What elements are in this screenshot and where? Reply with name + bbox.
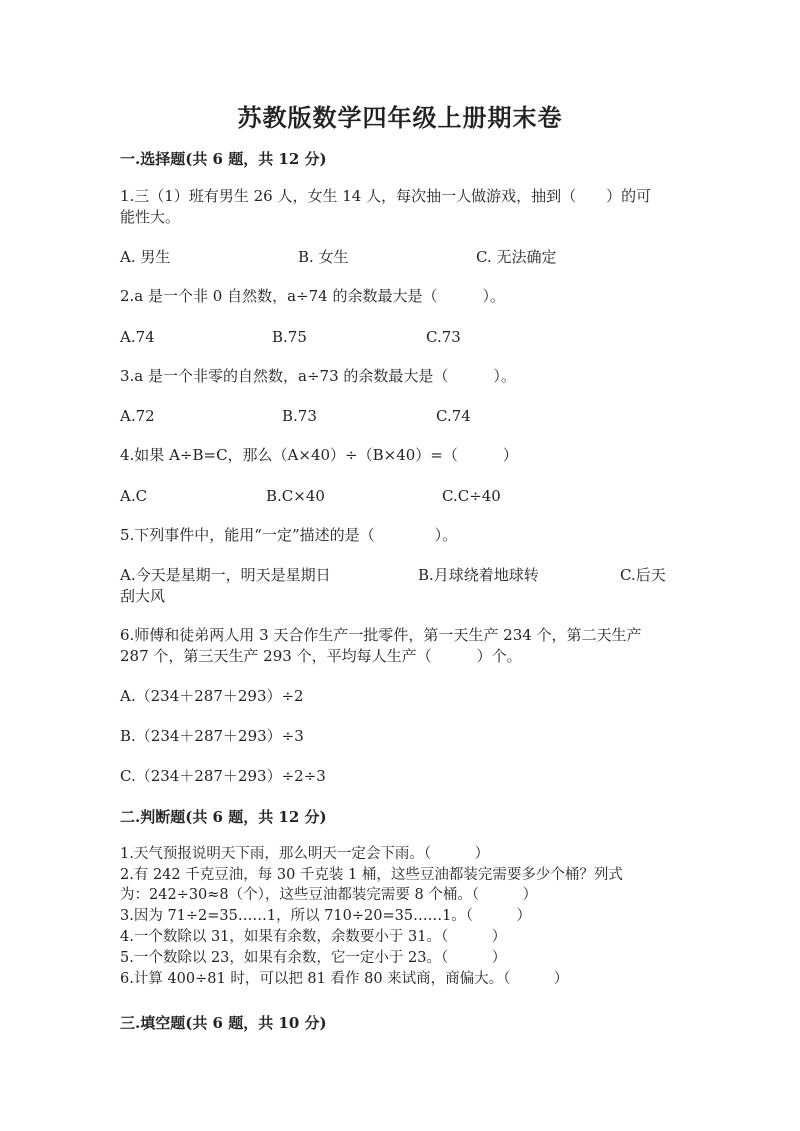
judgment-item: 4.一个数除以 31，如果有余数，余数要小于 31。（ ）: [120, 929, 507, 945]
option-c: C.74: [436, 407, 471, 425]
question-2: [120, 286, 680, 307]
question-text: 6.师傅和徒弟两人用 3 天合作生产一批零件，第一天生产 234 个，第二天生产: [120, 626, 642, 644]
judgment-item: 1.天气预报说明天下雨，那么明天一定会下雨。（ ）: [120, 846, 490, 862]
question-5: [120, 525, 680, 546]
option-b: B.月球绕着地球转: [418, 566, 539, 584]
option-c: C.后天: [620, 566, 666, 584]
judgment-item: 6.计算 400÷81 时，可以把 81 看作 80 来试商，商偏大。（ ）: [120, 971, 569, 987]
option-b: B.75: [272, 328, 307, 346]
question-text: 能性大。: [120, 208, 181, 226]
judgment-item: 2.有 242 千克豆油，每 30 千克装 1 桶，这些豆油都装完需要多少个桶？列式: [120, 867, 623, 883]
question-5-options: [120, 565, 680, 586]
question-3: [120, 366, 680, 387]
section-heading-choice: 一.选择题(共 6 题，共 12 分): [120, 150, 327, 168]
question-6: [120, 625, 680, 667]
option-c: C.（234＋287＋293）÷2÷3: [120, 767, 326, 785]
question-text: 287 个，第三天生产 293 个，平均每人生产（ ）个。: [120, 647, 522, 665]
question-2-options: [120, 327, 680, 348]
option-a: A.72: [120, 407, 155, 425]
page-title: 苏教版数学四年级上册期末卷: [237, 103, 563, 132]
judgment-item-continued: 为：242÷30≈8（个），这些豆油都装完需要 8 个桶。（ ）: [120, 887, 538, 903]
option-c: C.C÷40: [442, 487, 501, 505]
option-c: C. 无法确定: [476, 248, 557, 266]
option-b: B.C×40: [266, 487, 325, 505]
question-text: 5.下列事件中，能用“一定”描述的是（ ）。: [120, 526, 458, 544]
question-1-options: [120, 247, 680, 268]
option-a: A.C: [120, 487, 148, 505]
judgment-item: 5.一个数除以 23，如果有余数，它一定小于 23。（ ）: [120, 950, 507, 966]
option-a: A.74: [120, 328, 155, 346]
option-a: A.今天是星期一，明天是星期日: [120, 566, 331, 584]
judgment-item: 3.因为 71÷2=35……1，所以 710÷20=35……1。（ ）: [120, 908, 532, 924]
option-b: B.（234＋287＋293）÷3: [120, 727, 304, 745]
option-b: B. 女生: [298, 248, 349, 266]
question-text: 1.三（1）班有男生 26 人，女生 14 人，每次抽一人做游戏，抽到（ ）的可: [120, 187, 652, 205]
section-heading-judgment: 二.判断题(共 6 题，共 12 分): [120, 808, 327, 826]
section-heading-fill: 三.填空题(共 6 题，共 10 分): [120, 1014, 327, 1032]
option-a: A.（234＋287＋293）÷2: [120, 687, 304, 705]
question-4-options: [120, 486, 680, 507]
question-text: 2.a 是一个非 0 自然数，a÷74 的余数最大是（ ）。: [120, 287, 505, 305]
question-4: [120, 445, 680, 466]
question-3-options: [120, 406, 680, 427]
question-5-option-wrap: 刮大风: [120, 587, 166, 605]
question-text: 3.a 是一个非零的自然数，a÷73 的余数最大是（ ）。: [120, 367, 516, 385]
option-c: C.73: [426, 328, 461, 346]
question-text: 4.如果 A÷B=C，那么（A×40）÷（B×40）=（ ）: [120, 446, 518, 464]
option-a: A. 男生: [120, 248, 171, 266]
question-1: [120, 186, 680, 228]
option-b: B.73: [282, 407, 317, 425]
